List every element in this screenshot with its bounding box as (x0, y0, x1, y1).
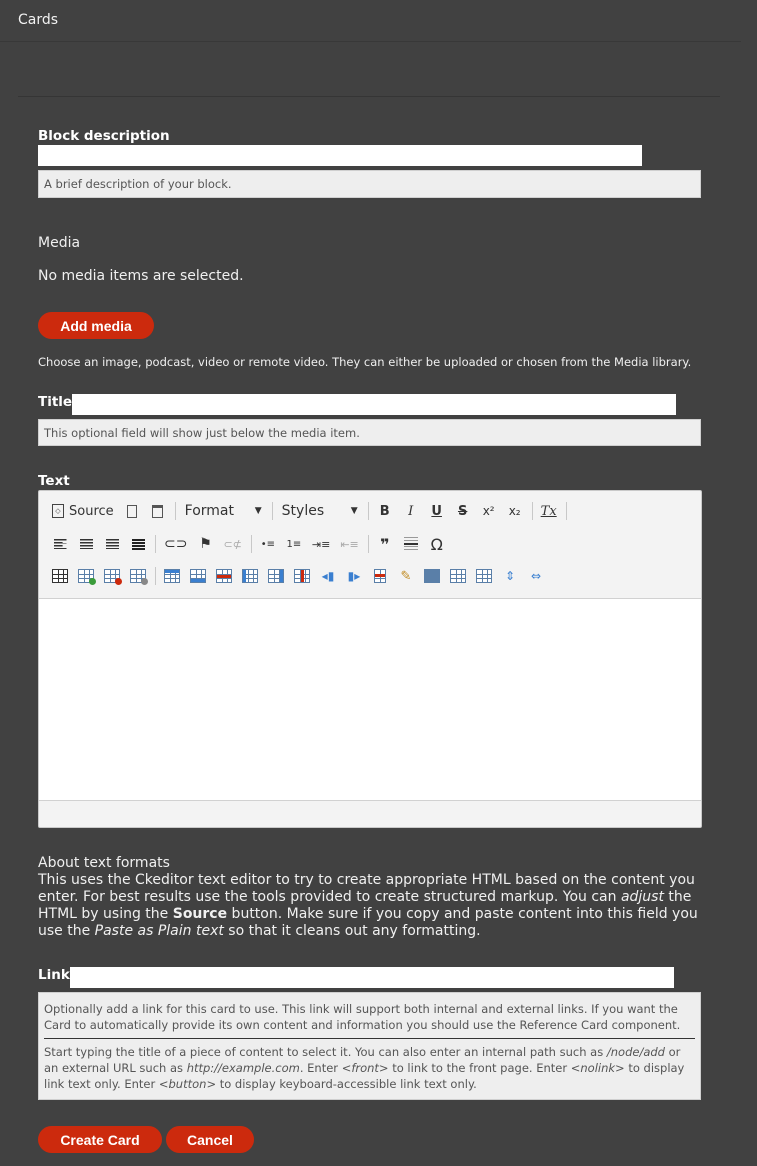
column-delete-icon (294, 569, 310, 583)
table-delete-icon (104, 569, 120, 583)
about-text-formats (38, 855, 708, 940)
toolbar-separator (368, 502, 369, 520)
styles-label: Styles (281, 503, 325, 519)
row-insert-before-icon (164, 569, 180, 583)
link-help-text: or an external URL such as (44, 1045, 681, 1075)
cell-delete-icon (374, 569, 386, 583)
table-properties-button[interactable] (127, 565, 149, 587)
numbered-list-button[interactable] (283, 533, 305, 555)
justify-icon (132, 539, 145, 550)
table-button[interactable] (49, 565, 71, 587)
delete-row-button[interactable] (213, 565, 235, 587)
link-help-emphasis: <nolink> (570, 1061, 625, 1075)
link-help-details (44, 1044, 695, 1092)
insert-column-before-button[interactable] (239, 565, 261, 587)
merge-down-button[interactable] (499, 565, 521, 587)
underline-button[interactable]: U (431, 503, 442, 519)
unlink-button[interactable] (220, 533, 244, 555)
create-card-button[interactable]: Create Card (38, 1126, 162, 1153)
about-text: the HTML by using the (38, 889, 692, 922)
insert-column-after-button[interactable] (265, 565, 287, 587)
merge-cells-icon (424, 569, 440, 583)
toolbar-separator (532, 502, 533, 520)
cell-properties-button[interactable] (395, 565, 417, 587)
unlink-icon: ⊂⊄ (223, 537, 242, 551)
link-help (38, 992, 701, 1100)
source-icon: ◇ (52, 504, 64, 518)
cell-properties-icon: ✎ (400, 568, 412, 584)
preview-button[interactable] (121, 500, 143, 522)
align-left-icon (54, 539, 67, 549)
merge-right-cells-button[interactable] (525, 565, 547, 587)
about-text: button. Make sure if you copy and paste content into this field you use the (38, 906, 698, 939)
link-help-text: to display keyboard-accessible link text only. (216, 1077, 477, 1091)
merge-right-button[interactable] (343, 565, 365, 587)
table-insert-icon (78, 569, 94, 583)
about-emphasis: Paste as Plain text (94, 923, 224, 939)
about-text: so that it cleans out any formatting. (223, 923, 481, 939)
indent-button[interactable] (309, 533, 333, 555)
chevron-down-icon: ▼ (350, 506, 358, 516)
toolbar-row-3 (49, 564, 551, 588)
merge-right-icon: ▮▸ (347, 569, 361, 583)
align-center-button[interactable] (75, 533, 97, 555)
horizontal-line-icon (404, 537, 418, 551)
delete-table-button[interactable] (101, 565, 123, 587)
outdent-icon: ⇤≡ (340, 537, 359, 551)
horizontal-line-button[interactable] (400, 533, 422, 555)
paste-icon (152, 505, 163, 518)
align-right-button[interactable] (101, 533, 123, 555)
about-text: This uses the Ckeditor text editor to try to create appropriate HTML based on the content you enter. For best results use the tools provided to create structured markup. You can (38, 872, 695, 905)
toolbar-separator (155, 535, 156, 553)
column-insert-after-icon (268, 569, 284, 583)
link-help-text: Start typing the title of a piece of content to select it. You can also enter an internal path such as (44, 1045, 607, 1059)
divider (18, 96, 720, 97)
link-help-emphasis: <button> (158, 1077, 217, 1091)
divider (44, 1038, 695, 1039)
media-label: Media (38, 235, 81, 251)
bulleted-list-icon: •≡ (260, 538, 276, 550)
toolbar-row-1 (49, 499, 572, 523)
source-button[interactable] (49, 500, 117, 522)
link-label: Link (38, 967, 70, 983)
toolbar-separator (175, 502, 176, 520)
delete-column-button[interactable] (291, 565, 313, 587)
align-right-icon (106, 539, 119, 549)
merge-left-icon: ◂▮ (321, 569, 335, 583)
bold-button[interactable]: B (379, 503, 390, 519)
special-character-button[interactable]: Ω (430, 534, 443, 554)
media-help: Choose an image, podcast, video or remote video. They can either be uploaded or chosen from the Media library. (38, 355, 692, 369)
top-bar (0, 0, 741, 42)
title-help: This optional field will show just below the media item. (38, 419, 701, 446)
bulleted-list-button[interactable] (257, 533, 279, 555)
insert-table-button[interactable] (75, 565, 97, 587)
column-insert-before-icon (242, 569, 258, 583)
link-icon: ⊂⊃ (164, 536, 188, 552)
merge-right-cells-icon: ⇔ (530, 569, 542, 583)
toolbar-separator (272, 502, 273, 520)
strikethrough-button[interactable]: S (457, 503, 468, 519)
remove-format-button[interactable]: Tx (540, 503, 557, 519)
align-center-icon (80, 539, 93, 549)
link-help-text: to display link text only. Enter (44, 1061, 685, 1091)
numbered-list-icon: 1≡ (286, 538, 302, 550)
row-delete-icon (216, 569, 232, 583)
outdent-button[interactable] (337, 533, 361, 555)
link-button[interactable] (161, 533, 190, 555)
media-empty-text: No media items are selected. (38, 268, 244, 284)
toolbar-separator (566, 502, 567, 520)
rich-text-editor (38, 490, 702, 828)
styles-dropdown[interactable] (278, 500, 362, 522)
superscript-button[interactable]: x² (482, 504, 495, 518)
block-description-label: Block description (38, 128, 170, 144)
split-horizontal-button[interactable] (447, 565, 469, 587)
about-source-strong: Source (172, 906, 228, 922)
merge-cells-button[interactable] (421, 565, 443, 587)
page-title: Cards (18, 12, 59, 28)
chevron-down-icon: ▼ (254, 506, 262, 516)
subscript-button[interactable]: x₂ (508, 504, 521, 518)
link-help-emphasis: http://example.com (186, 1061, 300, 1075)
add-media-button[interactable]: Add media (38, 312, 154, 339)
split-cell-vertical-icon (476, 569, 492, 583)
justify-button[interactable] (127, 533, 149, 555)
link-help-text: . Enter (299, 1061, 342, 1075)
row-insert-after-icon (190, 569, 206, 583)
link-help-emphasis: /node/add (606, 1045, 665, 1059)
about-emphasis: adjust (620, 889, 664, 905)
split-cell-horizontal-icon (450, 569, 466, 583)
flag-icon: ⚑ (199, 536, 212, 552)
preview-icon (127, 505, 137, 518)
delete-cell-button[interactable] (369, 565, 391, 587)
indent-icon: ⇥≡ (311, 537, 331, 551)
toolbar-row-2 (49, 532, 452, 556)
text-editor-content[interactable] (39, 598, 701, 801)
align-left-button[interactable] (49, 533, 71, 555)
link-help-emphasis: <front> (341, 1061, 389, 1075)
anchor-button[interactable] (194, 533, 216, 555)
italic-button[interactable]: I (408, 503, 414, 519)
text-label: Text (38, 473, 70, 489)
insert-row-after-button[interactable] (187, 565, 209, 587)
insert-row-before-button[interactable] (161, 565, 183, 587)
block-description-input[interactable] (38, 145, 642, 166)
paste-button[interactable] (147, 500, 169, 522)
table-icon (52, 569, 68, 583)
split-vertical-button[interactable] (473, 565, 495, 587)
toolbar-separator (368, 535, 369, 553)
format-label: Format (184, 503, 234, 519)
cancel-button[interactable]: Cancel (166, 1126, 254, 1153)
link-help-text: Optionally add a link for this card to use. This link will support both internal and external links. If you want the Card to automatically provide its own content and information you should use the Reference Card component. (44, 1002, 681, 1032)
merge-left-button[interactable] (317, 565, 339, 587)
toolbar-separator (155, 567, 156, 585)
merge-down-icon: ⇕ (504, 569, 516, 583)
about-body (38, 872, 708, 940)
block-description-help: A brief description of your block. (38, 170, 701, 198)
format-dropdown[interactable] (181, 500, 266, 522)
blockquote-button[interactable]: ❞ (380, 534, 390, 554)
link-help-text: to link to the front page. Enter (388, 1061, 571, 1075)
link-input[interactable] (70, 967, 674, 988)
source-label: Source (69, 503, 114, 519)
title-input[interactable] (72, 394, 676, 415)
title-label: Title (38, 394, 73, 410)
about-heading: About text formats (38, 855, 170, 871)
table-properties-icon (130, 569, 146, 583)
toolbar-separator (251, 535, 252, 553)
